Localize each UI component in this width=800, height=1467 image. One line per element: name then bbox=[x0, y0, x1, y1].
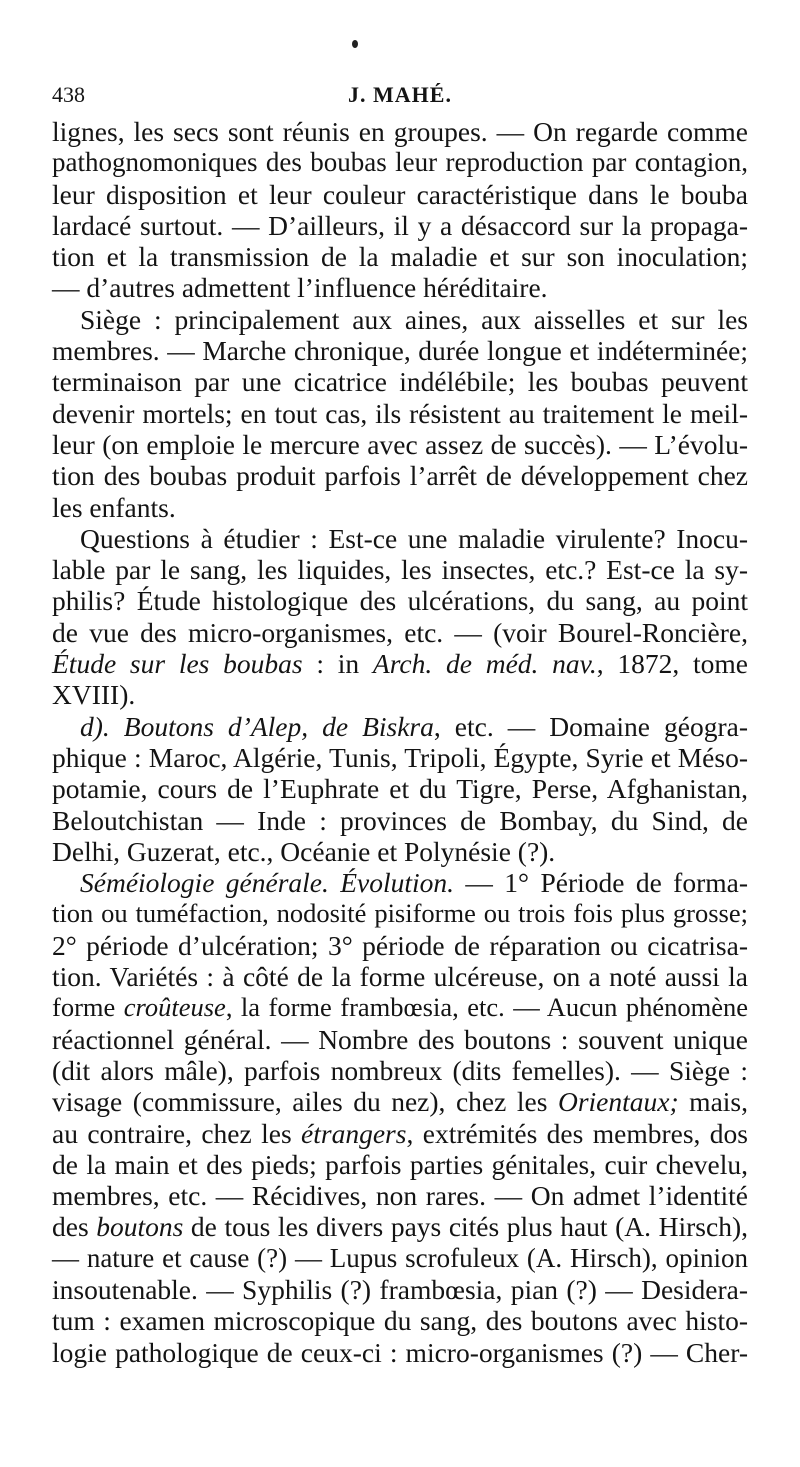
text-line bbox=[52, 679, 748, 710]
text-line bbox=[52, 585, 748, 616]
text-line bbox=[52, 648, 748, 679]
text-line bbox=[52, 742, 748, 773]
text-line bbox=[52, 617, 748, 648]
text-segment: terminaison par une cicatrice indélébile; les boubas peuvent bbox=[52, 366, 748, 398]
text-line bbox=[52, 554, 748, 585]
text-segment: , extrémités des membres, dos bbox=[406, 1117, 748, 1149]
text-line bbox=[52, 366, 748, 397]
text-segment: de vue des micro-organismes, etc. — (voir Bourel-Roncière, bbox=[52, 616, 748, 648]
text-segment: mais, bbox=[678, 1086, 748, 1118]
text-line bbox=[52, 1305, 748, 1336]
text-line bbox=[52, 773, 748, 804]
text-line bbox=[52, 1149, 748, 1180]
text-segment: tion. Variétés : à côté de la forme ulcéreuse, on a noté aussi la bbox=[52, 961, 748, 993]
text-segment: tum : examen microscopique du sang, des boutons avec histo- bbox=[52, 1305, 748, 1337]
text-segment: tion ou tuméfaction, nodosité pisiforme ou trois fois plus grosse; bbox=[52, 898, 748, 929]
text-segment: membres, etc. — Récidives, non rares. — On admet l’identité bbox=[52, 1180, 748, 1212]
text-segment: leur (on emploie le mercure avec assez de succès). — L’évolu- bbox=[52, 428, 748, 460]
text-segment: , 1872, tome bbox=[596, 648, 748, 680]
text-line bbox=[52, 1243, 748, 1274]
text-line bbox=[52, 1055, 748, 1086]
text-segment: tion des boubas produit parfois l’arrêt de développement chez bbox=[52, 460, 748, 492]
italic-text: Orientaux; bbox=[557, 1086, 679, 1118]
text-line bbox=[52, 304, 748, 335]
text-line bbox=[52, 523, 748, 554]
text-segment: membres. — Marche chronique, durée longue et indéterminée; bbox=[52, 335, 748, 367]
italic-text: étrangers bbox=[301, 1117, 407, 1149]
text-line bbox=[52, 147, 748, 178]
text-segment: de la main et des pieds; parfois parties génitales, cuir chevelu, bbox=[52, 1148, 748, 1180]
text-segment: Siège : principalement aux aines, aux aisselles et sur les bbox=[80, 303, 748, 335]
text-line bbox=[52, 711, 748, 742]
text-segment: des bbox=[52, 1211, 97, 1243]
text-segment: — 1° Période de forma- bbox=[454, 867, 748, 899]
text-segment: insoutenable. — Syphilis (?) frambœsia, pian (?) — Desidera- bbox=[52, 1273, 748, 1305]
text-line bbox=[52, 460, 748, 491]
text-line bbox=[52, 836, 748, 867]
text-segment: visage (commissure, ailes du nez), chez les bbox=[52, 1086, 558, 1118]
text-line bbox=[52, 179, 748, 210]
page-number: 438 bbox=[52, 82, 85, 107]
text-segment: au contraire, chez les bbox=[52, 1117, 302, 1149]
text-line bbox=[52, 961, 748, 992]
text-segment: logie pathologique de ceux-ci : micro-organismes (?) — Cher- bbox=[52, 1336, 748, 1368]
text-segment: leur disposition et leur couleur caractéristique dans le bouba bbox=[52, 178, 748, 210]
text-segment: Delhi, Guzerat, etc., Océanie et Polynésie (?). bbox=[52, 835, 556, 867]
running-title: J. MAHÉ. bbox=[348, 82, 452, 107]
text-segment: les enfants. bbox=[52, 491, 176, 523]
italic-text: croûteuse bbox=[123, 992, 226, 1023]
italic-text: boutons bbox=[96, 1211, 184, 1243]
text-line bbox=[52, 1211, 748, 1242]
text-segment: tion et la transmission de la maladie et sur son inoculation; bbox=[52, 241, 748, 273]
text-line bbox=[52, 241, 748, 272]
page-header bbox=[52, 82, 748, 114]
text-segment: lardacé surtout. — D’ailleurs, il y a désaccord sur la propaga- bbox=[52, 209, 748, 241]
text-segment: Beloutchistan — Inde : provinces de Bombay, du Sind, de bbox=[52, 804, 748, 836]
text-segment: , la forme frambœsia, etc. — Aucun phénomène bbox=[225, 992, 748, 1023]
text-line bbox=[52, 335, 748, 366]
text-line bbox=[52, 867, 748, 898]
text-segment: lignes, les secs sont réunis en groupes. — On regarde comme bbox=[52, 116, 748, 147]
text-segment: lable par le sang, les liquides, les insectes, etc.? Est-ce la sy- bbox=[52, 554, 748, 586]
text-segment: (dit alors mâle), parfois nombreux (dits femelles). — Siège : bbox=[52, 1054, 748, 1086]
italic-text: Arch. de méd. nav. bbox=[372, 648, 597, 680]
italic-text: Séméiologie générale. Évolution. bbox=[80, 867, 455, 899]
text-segment: — nature et cause (?) — Lupus scrofuleux (A. Hirsch), opinion bbox=[52, 1242, 748, 1273]
text-line bbox=[52, 1086, 748, 1117]
text-segment: réactionnel général. — Nombre des boutons : souvent unique bbox=[52, 1023, 748, 1055]
text-segment: phique : Maroc, Algérie, Tunis, Tripoli, Égypte, Syrie et Méso- bbox=[52, 741, 748, 773]
text-line bbox=[52, 1118, 748, 1149]
italic-text: Étude sur les boubas bbox=[52, 648, 303, 680]
text-line bbox=[52, 272, 748, 303]
text-line bbox=[52, 992, 748, 1023]
text-line bbox=[52, 492, 748, 523]
text-segment: potamie, cours de l’Euphrate et du Tigre, Perse, Afghanistan, bbox=[52, 773, 748, 805]
text-segment: : in bbox=[302, 648, 373, 680]
italic-text: d). Boutons d’Alep, de Biskra bbox=[80, 710, 434, 742]
text-line bbox=[52, 1337, 748, 1368]
text-line bbox=[52, 116, 748, 147]
text-segment: 2° période d’ulcération; 3° période de réparation ou cicatrisa- bbox=[52, 929, 748, 961]
text-segment: Questions à étudier : Est-ce une maladie virulente? Inocu- bbox=[80, 522, 748, 554]
text-line bbox=[52, 1180, 748, 1211]
text-line bbox=[52, 805, 748, 836]
text-line bbox=[52, 1274, 748, 1305]
text-line bbox=[52, 429, 748, 460]
text-segment: forme bbox=[52, 992, 124, 1023]
text-segment: — d’autres admettent l’influence héréditaire. bbox=[52, 272, 548, 304]
text-segment: pathognomoniques des boubas leur reproduction par contagion, bbox=[52, 147, 748, 178]
text-line bbox=[52, 1024, 748, 1055]
text-segment: philis? Étude histologique des ulcérations, du sang, au point bbox=[52, 585, 748, 617]
text-segment: devenir mortels; en tout cas, ils résistent au traitement le meil- bbox=[52, 397, 748, 429]
text-segment: de tous les divers pays cités plus haut (A. Hirsch), bbox=[183, 1211, 748, 1243]
text-line bbox=[52, 210, 748, 241]
text-line bbox=[52, 898, 748, 929]
text-segment: XVIII). bbox=[52, 679, 136, 711]
body-text bbox=[52, 116, 748, 1368]
text-line bbox=[52, 930, 748, 961]
text-line bbox=[52, 398, 748, 429]
ink-speck bbox=[352, 40, 358, 48]
text-segment: , etc. — Domaine géogra- bbox=[433, 710, 748, 742]
